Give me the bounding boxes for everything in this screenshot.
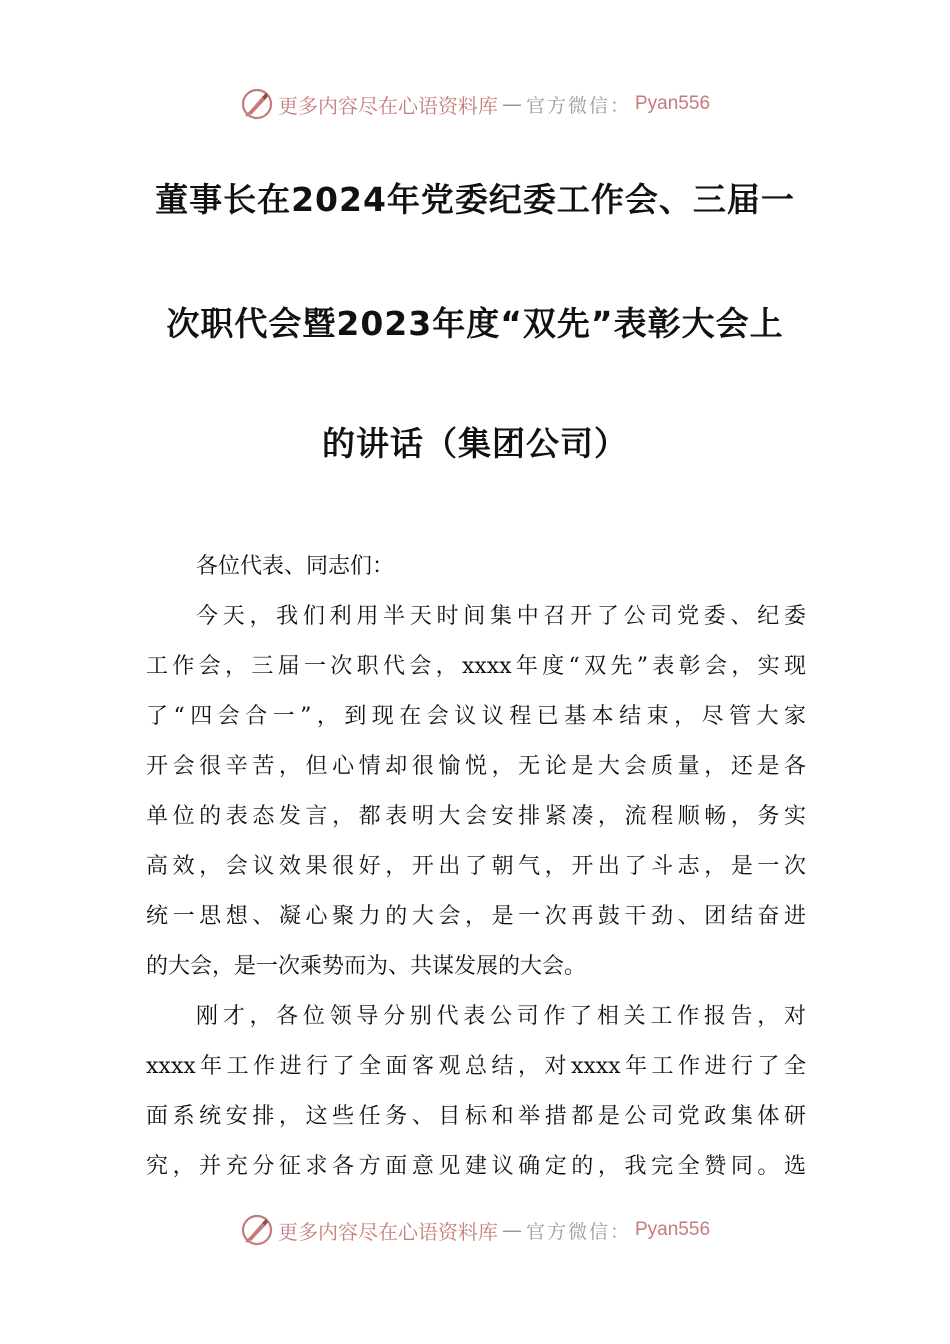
paragraph-line: 了“四会合一”，到现在会议议程已基本结束，尽管大家 xyxy=(146,704,806,729)
paragraph-line: 单位的表态发言，都表明大会安排紧凑，流程顺畅，务实 xyxy=(146,804,806,829)
paragraph-line: 高效，会议效果很好，开出了朝气，开出了斗志，是一次 xyxy=(146,854,806,879)
watermark-brand-text: 更多内容尽在心语资料库 xyxy=(277,93,498,118)
paragraph-line: 开会很辛苦，但心情却很愉悦，无论是大会质量，还是各 xyxy=(146,754,806,779)
paragraph-line: 今天，我们利用半天时间集中召开了公司党委、纪委 xyxy=(196,604,806,629)
paragraph-line: 刚才，各位领导分别代表公司作了相关工作报告，对 xyxy=(196,1004,806,1029)
paragraph-line: 面系统安排，这些任务、目标和举措都是公司党政集体研 xyxy=(146,1104,806,1129)
paragraph-line: 统一思想、凝心聚力的大会，是一次再鼓干劲、团结奋进 xyxy=(146,904,806,929)
pen-circle-logo-icon xyxy=(240,1213,274,1247)
footer-watermark xyxy=(0,1210,950,1250)
salutation: 各位代表、同志们： xyxy=(196,554,395,579)
paragraph-line: 工作会，三届一次职代会，xxxx年度“双先”表彰会，实现 xyxy=(146,654,806,679)
watermark-contact-label: 官方微信： xyxy=(525,1220,631,1243)
paragraph-line: 的大会，是一次乘势而为、共谋发展的大会。 xyxy=(146,954,587,979)
watermark-separator: — xyxy=(501,92,522,116)
watermark-contact-label: 官方微信： xyxy=(525,94,631,117)
paragraph-line: 究，并充分征求各方面意见建议确定的，我完全赞同。选 xyxy=(146,1154,806,1179)
header-watermark xyxy=(0,84,950,124)
document-title-line-2: 次职代会暨2023年度“双先”表彰大会上 xyxy=(166,304,784,343)
watermark-separator: — xyxy=(501,1218,522,1242)
watermark-contact-id: Pyan556 xyxy=(635,1219,711,1240)
watermark-brand-text: 更多内容尽在心语资料库 xyxy=(277,1219,498,1244)
watermark-contact-id: Pyan556 xyxy=(635,93,711,114)
paragraph-line: xxxx年工作进行了全面客观总结，对xxxx年工作进行了全 xyxy=(146,1054,806,1079)
document-title-line-3: 的讲话（集团公司） xyxy=(322,424,628,463)
pen-circle-logo-icon xyxy=(240,87,274,121)
document-title-line-1: 董事长在2024年党委纪委工作会、三届一 xyxy=(155,180,795,219)
